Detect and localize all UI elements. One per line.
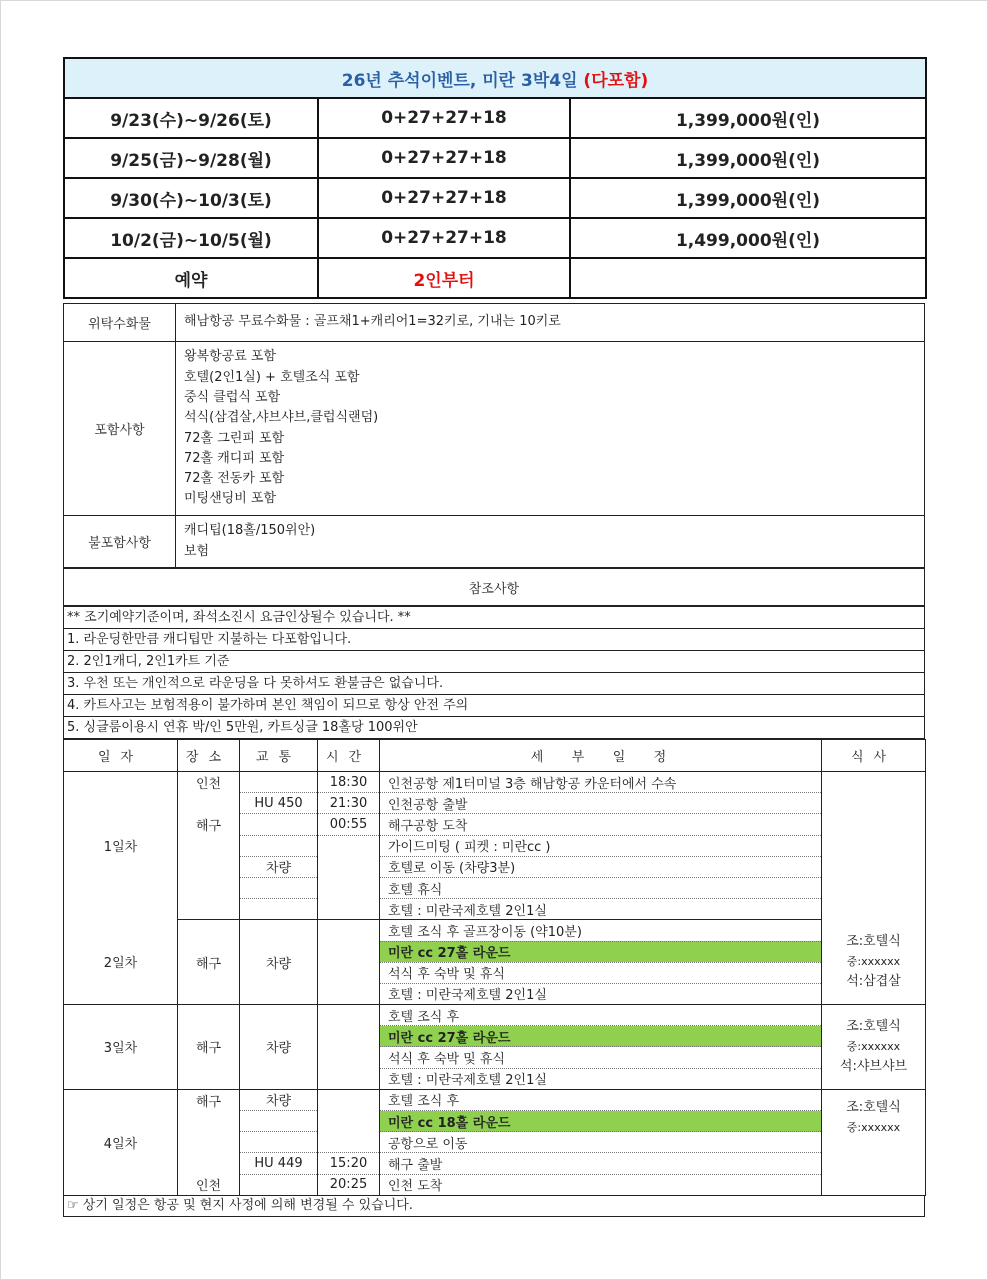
reference-section	[63, 568, 925, 606]
note-item: 3. 우천 또는 개인적으로 라운딩을 다 못하셔도 환불금은 없습니다.	[64, 673, 925, 695]
note-item: 4. 카트사고는 보험적용이 불가하며 본인 책임이 되므로 항상 안전 주의	[64, 695, 925, 717]
price-holes: 0+27+27+18	[318, 178, 570, 218]
included-item: 호텔(2인1실) + 호텔조식 포함	[184, 369, 360, 385]
note-item: 5. 싱글룸이용시 연휴 박/인 5만원, 카트싱글 18홀당 100위안	[64, 717, 925, 739]
day2-transport: 차량	[240, 920, 318, 1005]
day3-meal	[822, 1005, 926, 1090]
day3-transport: 차량	[240, 1005, 318, 1090]
price-row	[64, 98, 926, 138]
price-amount: 1,399,000원(인)	[570, 138, 926, 178]
price-holes: 0+27+27+18	[318, 218, 570, 258]
schedule-footnote: ☞ 상기 일정은 항공 및 현지 사정에 의해 변경될 수 있습니다.	[63, 1196, 925, 1217]
price-amount: 1,399,000원(인)	[570, 98, 926, 138]
price-dates: 9/25(금)~9/28(월)	[64, 138, 318, 178]
day1-detail: 인천공항 제1터미널 3층 해남항공 카운터에서 수속	[380, 772, 822, 793]
price-row	[64, 138, 926, 178]
header-place: 장소	[178, 740, 240, 772]
reference-notes	[63, 606, 925, 739]
header-meal: 식사	[822, 740, 926, 772]
schedule-header	[64, 740, 926, 772]
included-item: 72홀 그린피 포함	[184, 430, 285, 446]
day3-round: 미란 cc 27홀 라운드	[380, 1026, 822, 1047]
day1-place-incheon: 인천	[178, 772, 240, 793]
day1-time: 18:30	[318, 772, 380, 793]
day4-meal	[822, 1089, 926, 1195]
day2-detail: 호텔 조식 후 골프장이동 (약10분)	[380, 920, 822, 941]
meal-dinner: 석:샤브샤브	[839, 1058, 908, 1074]
meal-lunch: 중:xxxxxx	[846, 1120, 901, 1134]
meal-breakfast: 조:호텔식	[846, 1099, 901, 1115]
day1-detail: 가이드미팅 ( 피켓 : 미란cc )	[380, 835, 822, 856]
empty-cell	[570, 258, 926, 298]
included-item: 72홀 전동카 포함	[184, 471, 285, 487]
included-item: 72홀 캐디피 포함	[184, 450, 285, 466]
document-title	[64, 58, 926, 98]
day1-detail: 호텔 : 미란국제호텔 2인1실	[380, 899, 822, 920]
day3-label: 3일차	[64, 1005, 178, 1090]
day4-place-incheon: 인천	[178, 1174, 240, 1195]
reference-title: 참조사항	[64, 569, 925, 606]
baggage-text: 해남항공 무료수화물 : 골프채1+캐리어1=32키로, 기내는 10키로	[176, 304, 925, 342]
day1-flight: HU 450	[240, 793, 318, 814]
meal-breakfast: 조:호텔식	[846, 1018, 901, 1034]
header-detail: 세 부 일 정	[380, 740, 822, 772]
day2-detail: 석식 후 숙박 및 휴식	[380, 962, 822, 983]
included-item: 미팅샌딩비 포함	[184, 491, 277, 507]
price-dates: 9/23(수)~9/26(토)	[64, 98, 318, 138]
day4-transport: 차량	[240, 1089, 318, 1110]
price-table	[63, 57, 927, 299]
day4-detail: 공항으로 이동	[380, 1132, 822, 1153]
meal-lunch: 중:xxxxxx	[846, 954, 901, 968]
day1-place-haikou: 해구	[178, 814, 240, 835]
day2-place: 해구	[178, 920, 240, 1005]
note-item: 2. 2인1캐디, 2인1카트 기준	[64, 651, 925, 673]
day4-detail: 호텔 조식 후	[380, 1089, 822, 1110]
baggage-label: 위탁수화물	[64, 304, 176, 342]
meal-lunch: 중:xxxxxx	[846, 1039, 901, 1053]
price-holes: 0+27+27+18	[318, 98, 570, 138]
header-transport: 교통	[240, 740, 318, 772]
header-date: 일자	[64, 740, 178, 772]
excluded-label: 불포함사항	[64, 516, 176, 568]
day4-label: 4일차	[64, 1089, 178, 1195]
day4-time: 15:20	[318, 1153, 380, 1174]
day1-detail: 호텔로 이동 (차량3분)	[380, 856, 822, 877]
day4-round: 미란 cc 18홀 라운드	[380, 1111, 822, 1132]
day3-detail: 호텔 : 미란국제호텔 2인1실	[380, 1068, 822, 1089]
day4-time: 20:25	[318, 1174, 380, 1195]
schedule-table	[63, 739, 926, 1196]
tour-document	[63, 57, 925, 1217]
day1-time: 00:55	[318, 814, 380, 835]
price-amount: 1,499,000원(인)	[570, 218, 926, 258]
meal-breakfast: 조:호텔식	[846, 933, 901, 949]
reservation-row	[64, 258, 926, 298]
included-list	[176, 342, 925, 516]
day3-detail: 호텔 조식 후	[380, 1005, 822, 1026]
day1-label: 1일차	[64, 772, 178, 920]
header-time: 시간	[318, 740, 380, 772]
day1-meal	[822, 772, 926, 920]
day4-detail: 해구 출발	[380, 1153, 822, 1174]
price-row	[64, 218, 926, 258]
day4-flight: HU 449	[240, 1153, 318, 1174]
day2-label: 2일차	[64, 920, 178, 1005]
excluded-list	[176, 516, 925, 568]
title-highlight: (다포함)	[583, 70, 649, 91]
day1-transport: 차량	[240, 856, 318, 877]
day1-detail: 해구공항 도착	[380, 814, 822, 835]
day1-time: 21:30	[318, 793, 380, 814]
excluded-item: 캐디팁(18홀/150위안)	[184, 523, 316, 539]
price-dates: 9/30(수)~10/3(토)	[64, 178, 318, 218]
included-label: 포함사항	[64, 342, 176, 516]
day4-detail: 인천 도착	[380, 1174, 822, 1195]
day1-detail: 인천공항 출발	[380, 793, 822, 814]
reservation-label: 예약	[64, 258, 318, 298]
included-item: 석식(삼겹살,샤브샤브,클럽식랜덤)	[184, 410, 379, 426]
day2-detail: 호텔 : 미란국제호텔 2인1실	[380, 983, 822, 1004]
note-item: 1. 라운딩한만큼 캐디팁만 지불하는 다포함입니다.	[64, 629, 925, 651]
price-dates: 10/2(금)~10/5(월)	[64, 218, 318, 258]
reservation-value: 2인부터	[318, 258, 570, 298]
price-amount: 1,399,000원(인)	[570, 178, 926, 218]
note-item: ** 조기예약기준이며, 좌석소진시 요금인상될수 있습니다. **	[64, 607, 925, 629]
day4-place-haikou: 해구	[178, 1089, 240, 1110]
price-holes: 0+27+27+18	[318, 138, 570, 178]
info-table	[63, 303, 925, 568]
day2-round: 미란 cc 27홀 라운드	[380, 941, 822, 962]
day1-detail: 호텔 휴식	[380, 877, 822, 898]
included-item: 중식 클럽식 포함	[184, 389, 281, 405]
meal-dinner: 석:삼겹살	[846, 973, 901, 989]
title-main: 26년 추석이벤트, 미란 3박4일	[341, 70, 584, 91]
price-row	[64, 178, 926, 218]
day3-detail: 석식 후 숙박 및 휴식	[380, 1047, 822, 1068]
excluded-item: 보험	[184, 543, 210, 559]
day2-meal	[822, 920, 926, 1005]
included-item: 왕복항공료 포함	[184, 349, 277, 365]
day3-place: 해구	[178, 1005, 240, 1090]
